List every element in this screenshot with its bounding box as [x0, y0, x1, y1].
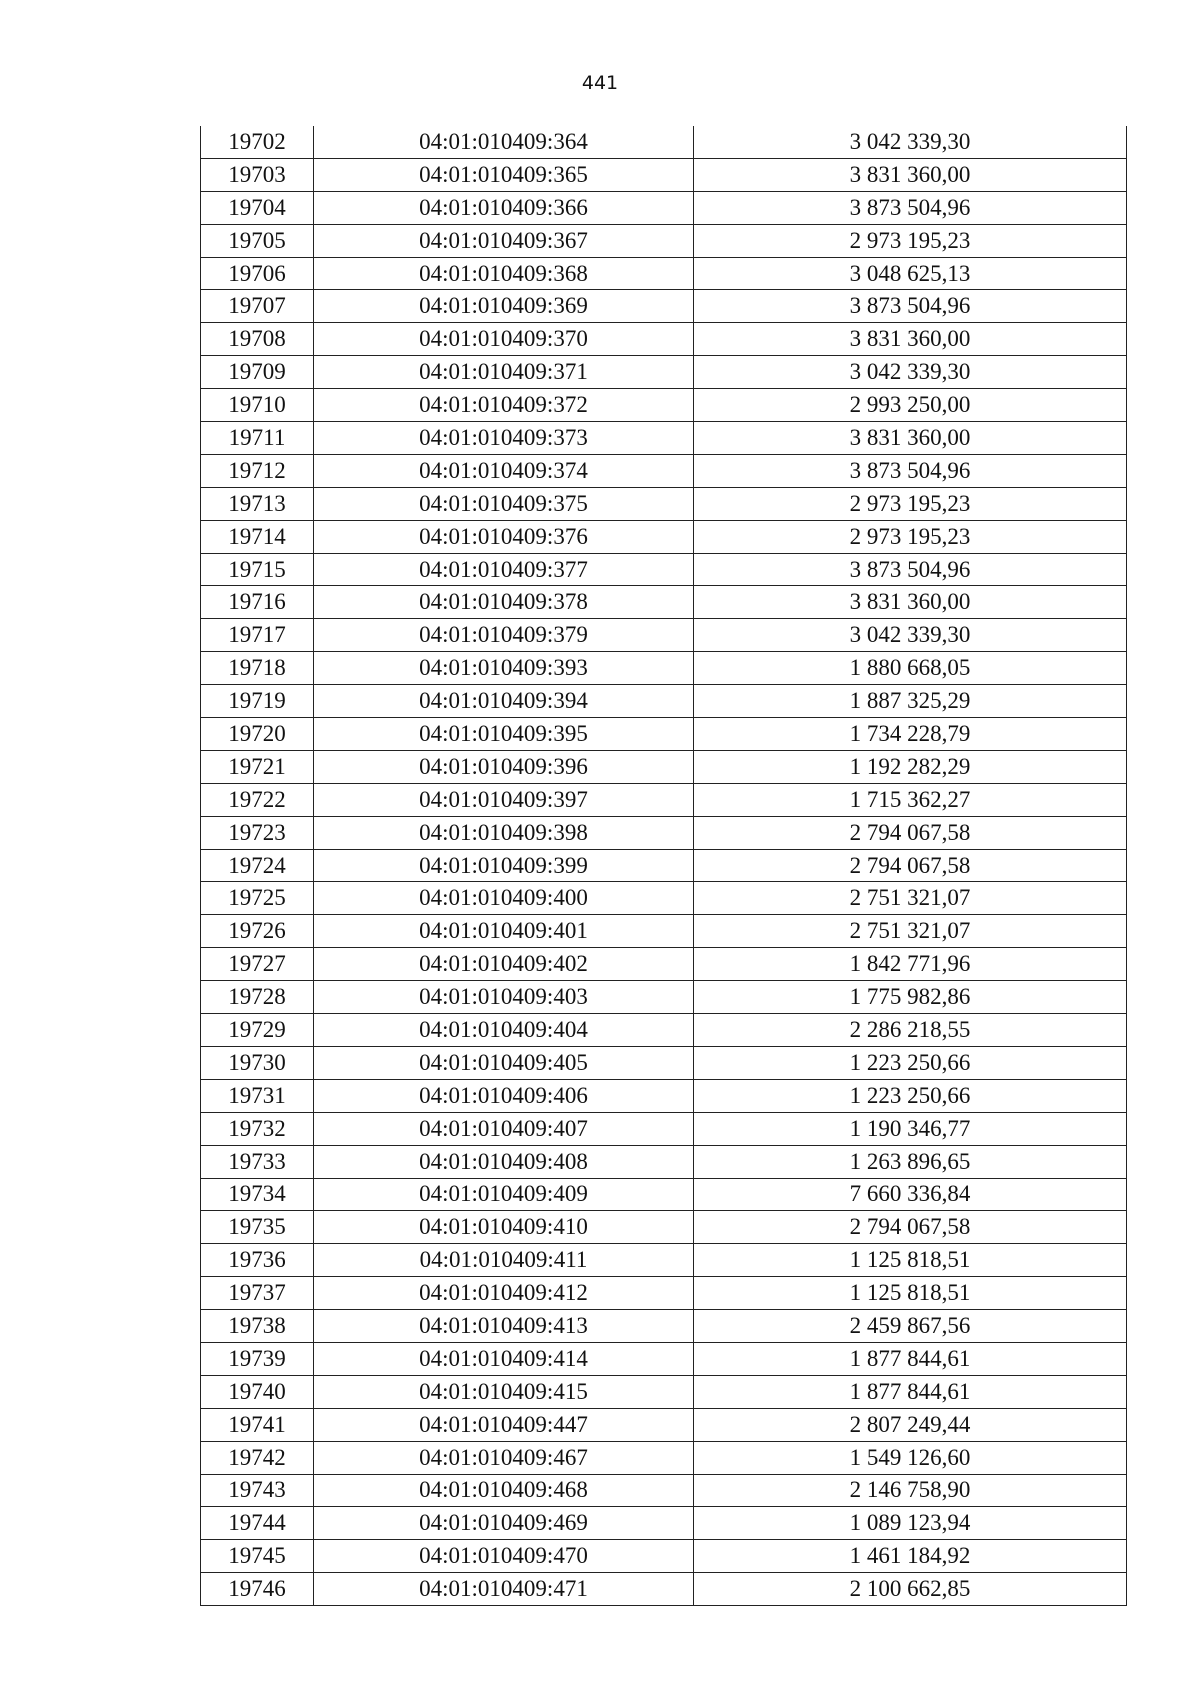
cadastral-number-cell: 04:01:010409:369	[314, 290, 694, 323]
cadastral-number-cell: 04:01:010409:393	[314, 652, 694, 685]
cadastral-number-cell: 04:01:010409:395	[314, 718, 694, 751]
table-row	[201, 849, 1127, 882]
row-number-cell: 19716	[201, 586, 314, 619]
cadastral-value-cell: 1 190 346,77	[694, 1112, 1127, 1145]
table-row	[201, 290, 1127, 323]
cadastral-value-cell: 1 223 250,66	[694, 1079, 1127, 1112]
cadastral-value-cell: 1 842 771,96	[694, 948, 1127, 981]
cadastral-value-cell: 2 146 758,90	[694, 1474, 1127, 1507]
cadastral-value-cell: 1 125 818,51	[694, 1244, 1127, 1277]
cadastral-value-cell: 1 125 818,51	[694, 1277, 1127, 1310]
row-number-cell: 19702	[201, 126, 314, 158]
cadastral-value-cell: 1 192 282,29	[694, 750, 1127, 783]
cadastral-number-cell: 04:01:010409:398	[314, 816, 694, 849]
cadastral-value-cell: 2 807 249,44	[694, 1408, 1127, 1441]
cadastral-value-cell: 1 880 668,05	[694, 652, 1127, 685]
cadastral-value-cell: 3 873 504,96	[694, 454, 1127, 487]
row-number-cell: 19728	[201, 981, 314, 1014]
row-number-cell: 19718	[201, 652, 314, 685]
cadastral-number-cell: 04:01:010409:364	[314, 126, 694, 158]
row-number-cell: 19723	[201, 816, 314, 849]
row-number-cell: 19724	[201, 849, 314, 882]
cadastral-value-cell: 3 873 504,96	[694, 553, 1127, 586]
cadastral-number-cell: 04:01:010409:379	[314, 619, 694, 652]
table-row	[201, 126, 1127, 158]
cadastral-number-cell: 04:01:010409:407	[314, 1112, 694, 1145]
cadastral-number-cell: 04:01:010409:403	[314, 981, 694, 1014]
cadastral-value-cell: 3 042 339,30	[694, 126, 1127, 158]
cadastral-number-cell: 04:01:010409:468	[314, 1474, 694, 1507]
cadastral-number-cell: 04:01:010409:409	[314, 1178, 694, 1211]
table-row	[201, 1310, 1127, 1343]
cadastral-number-cell: 04:01:010409:394	[314, 685, 694, 718]
table-row	[201, 1145, 1127, 1178]
table-row	[201, 1079, 1127, 1112]
row-number-cell: 19738	[201, 1310, 314, 1343]
table-row	[201, 1540, 1127, 1573]
row-number-cell: 19713	[201, 487, 314, 520]
table-row	[201, 915, 1127, 948]
table-row	[201, 718, 1127, 751]
table-row	[201, 783, 1127, 816]
table-row	[201, 257, 1127, 290]
cadastral-value-cell: 2 459 867,56	[694, 1310, 1127, 1343]
cadastral-number-cell: 04:01:010409:414	[314, 1342, 694, 1375]
cadastral-value-cell: 2 794 067,58	[694, 1211, 1127, 1244]
row-number-cell: 19714	[201, 520, 314, 553]
row-number-cell: 19708	[201, 323, 314, 356]
row-number-cell: 19705	[201, 224, 314, 257]
row-number-cell: 19722	[201, 783, 314, 816]
row-number-cell: 19733	[201, 1145, 314, 1178]
row-number-cell: 19721	[201, 750, 314, 783]
row-number-cell: 19734	[201, 1178, 314, 1211]
row-number-cell: 19727	[201, 948, 314, 981]
table-row	[201, 487, 1127, 520]
table-row	[201, 389, 1127, 422]
row-number-cell: 19737	[201, 1277, 314, 1310]
table-row	[201, 191, 1127, 224]
row-number-cell: 19703	[201, 158, 314, 191]
cadastral-number-cell: 04:01:010409:366	[314, 191, 694, 224]
cadastral-value-cell: 3 042 339,30	[694, 356, 1127, 389]
table-row	[201, 323, 1127, 356]
table-row	[201, 750, 1127, 783]
cadastral-number-cell: 04:01:010409:367	[314, 224, 694, 257]
row-number-cell: 19732	[201, 1112, 314, 1145]
cadastral-value-cell: 2 993 250,00	[694, 389, 1127, 422]
table-row	[201, 1277, 1127, 1310]
row-number-cell: 19743	[201, 1474, 314, 1507]
cadastral-number-cell: 04:01:010409:368	[314, 257, 694, 290]
cadastral-value-cell: 1 089 123,94	[694, 1507, 1127, 1540]
page-number: 441	[581, 72, 619, 94]
cadastral-number-cell: 04:01:010409:405	[314, 1046, 694, 1079]
cadastral-number-cell: 04:01:010409:400	[314, 882, 694, 915]
row-number-cell: 19729	[201, 1014, 314, 1047]
table-row	[201, 1573, 1127, 1606]
table-row	[201, 619, 1127, 652]
table-row	[201, 586, 1127, 619]
table-row	[201, 948, 1127, 981]
cadastral-number-cell: 04:01:010409:377	[314, 553, 694, 586]
cadastral-number-cell: 04:01:010409:371	[314, 356, 694, 389]
cadastral-value-cell: 1 461 184,92	[694, 1540, 1127, 1573]
cadastral-number-cell: 04:01:010409:406	[314, 1079, 694, 1112]
cadastral-number-cell: 04:01:010409:375	[314, 487, 694, 520]
table-row	[201, 1408, 1127, 1441]
row-number-cell: 19725	[201, 882, 314, 915]
table-row	[201, 981, 1127, 1014]
row-number-cell: 19742	[201, 1441, 314, 1474]
row-number-cell: 19746	[201, 1573, 314, 1606]
table-row	[201, 1014, 1127, 1047]
cadastral-number-cell: 04:01:010409:373	[314, 422, 694, 455]
table-row	[201, 1211, 1127, 1244]
row-number-cell: 19719	[201, 685, 314, 718]
table-row	[201, 356, 1127, 389]
cadastral-value-table	[200, 126, 1127, 1606]
cadastral-value-cell: 3 048 625,13	[694, 257, 1127, 290]
cadastral-number-cell: 04:01:010409:399	[314, 849, 694, 882]
table-row	[201, 1342, 1127, 1375]
table-row	[201, 652, 1127, 685]
cadastral-value-cell: 1 223 250,66	[694, 1046, 1127, 1079]
row-number-cell: 19745	[201, 1540, 314, 1573]
table-row	[201, 1507, 1127, 1540]
cadastral-value-cell: 2 973 195,23	[694, 520, 1127, 553]
table-row	[201, 520, 1127, 553]
table-row	[201, 816, 1127, 849]
cadastral-number-cell: 04:01:010409:370	[314, 323, 694, 356]
row-number-cell: 19715	[201, 553, 314, 586]
cadastral-number-cell: 04:01:010409:396	[314, 750, 694, 783]
table-row	[201, 1046, 1127, 1079]
cadastral-number-cell: 04:01:010409:404	[314, 1014, 694, 1047]
table-row	[201, 685, 1127, 718]
cadastral-number-cell: 04:01:010409:469	[314, 1507, 694, 1540]
cadastral-number-cell: 04:01:010409:410	[314, 1211, 694, 1244]
cadastral-value-cell: 3 042 339,30	[694, 619, 1127, 652]
cadastral-value-cell: 7 660 336,84	[694, 1178, 1127, 1211]
row-number-cell: 19736	[201, 1244, 314, 1277]
cadastral-value-cell: 3 831 360,00	[694, 323, 1127, 356]
table-body	[201, 126, 1127, 1606]
cadastral-value-cell: 2 286 218,55	[694, 1014, 1127, 1047]
cadastral-value-cell: 1 715 362,27	[694, 783, 1127, 816]
row-number-cell: 19704	[201, 191, 314, 224]
cadastral-value-cell: 3 831 360,00	[694, 158, 1127, 191]
cadastral-value-cell: 2 973 195,23	[694, 224, 1127, 257]
row-number-cell: 19741	[201, 1408, 314, 1441]
cadastral-number-cell: 04:01:010409:467	[314, 1441, 694, 1474]
table-row	[201, 882, 1127, 915]
row-number-cell: 19717	[201, 619, 314, 652]
cadastral-value-cell: 2 100 662,85	[694, 1573, 1127, 1606]
cadastral-number-cell: 04:01:010409:413	[314, 1310, 694, 1343]
cadastral-number-cell: 04:01:010409:376	[314, 520, 694, 553]
table-row	[201, 1244, 1127, 1277]
cadastral-number-cell: 04:01:010409:412	[314, 1277, 694, 1310]
cadastral-value-cell: 1 549 126,60	[694, 1441, 1127, 1474]
row-number-cell: 19744	[201, 1507, 314, 1540]
row-number-cell: 19712	[201, 454, 314, 487]
cadastral-value-cell: 1 887 325,29	[694, 685, 1127, 718]
table-row	[201, 158, 1127, 191]
row-number-cell: 19731	[201, 1079, 314, 1112]
cadastral-value-cell: 1 775 982,86	[694, 981, 1127, 1014]
cadastral-number-cell: 04:01:010409:471	[314, 1573, 694, 1606]
cadastral-value-cell: 1 263 896,65	[694, 1145, 1127, 1178]
row-number-cell: 19711	[201, 422, 314, 455]
cadastral-value-cell: 2 751 321,07	[694, 915, 1127, 948]
cadastral-value-cell: 3 873 504,96	[694, 191, 1127, 224]
cadastral-number-cell: 04:01:010409:374	[314, 454, 694, 487]
row-number-cell: 19726	[201, 915, 314, 948]
row-number-cell: 19739	[201, 1342, 314, 1375]
row-number-cell: 19720	[201, 718, 314, 751]
row-number-cell: 19707	[201, 290, 314, 323]
cadastral-value-cell: 2 794 067,58	[694, 816, 1127, 849]
cadastral-value-cell: 1 877 844,61	[694, 1342, 1127, 1375]
cadastral-value-cell: 1 877 844,61	[694, 1375, 1127, 1408]
cadastral-value-cell: 1 734 228,79	[694, 718, 1127, 751]
cadastral-number-cell: 04:01:010409:408	[314, 1145, 694, 1178]
row-number-cell: 19735	[201, 1211, 314, 1244]
table-row	[201, 422, 1127, 455]
table-row	[201, 553, 1127, 586]
cadastral-value-cell: 2 751 321,07	[694, 882, 1127, 915]
cadastral-number-cell: 04:01:010409:402	[314, 948, 694, 981]
row-number-cell: 19730	[201, 1046, 314, 1079]
cadastral-number-cell: 04:01:010409:365	[314, 158, 694, 191]
table-row	[201, 454, 1127, 487]
cadastral-value-cell: 2 973 195,23	[694, 487, 1127, 520]
table-row	[201, 1178, 1127, 1211]
cadastral-number-cell: 04:01:010409:397	[314, 783, 694, 816]
row-number-cell: 19740	[201, 1375, 314, 1408]
cadastral-number-cell: 04:01:010409:411	[314, 1244, 694, 1277]
cadastral-number-cell: 04:01:010409:401	[314, 915, 694, 948]
cadastral-value-cell: 3 873 504,96	[694, 290, 1127, 323]
cadastral-number-cell: 04:01:010409:447	[314, 1408, 694, 1441]
cadastral-number-cell: 04:01:010409:415	[314, 1375, 694, 1408]
table-row	[201, 1112, 1127, 1145]
table-row	[201, 1375, 1127, 1408]
cadastral-value-cell: 3 831 360,00	[694, 586, 1127, 619]
row-number-cell: 19706	[201, 257, 314, 290]
table-row	[201, 1441, 1127, 1474]
row-number-cell: 19710	[201, 389, 314, 422]
cadastral-value-cell: 2 794 067,58	[694, 849, 1127, 882]
cadastral-number-cell: 04:01:010409:470	[314, 1540, 694, 1573]
cadastral-number-cell: 04:01:010409:378	[314, 586, 694, 619]
cadastral-value-cell: 3 831 360,00	[694, 422, 1127, 455]
table-row	[201, 1474, 1127, 1507]
cadastral-number-cell: 04:01:010409:372	[314, 389, 694, 422]
row-number-cell: 19709	[201, 356, 314, 389]
table-row	[201, 224, 1127, 257]
